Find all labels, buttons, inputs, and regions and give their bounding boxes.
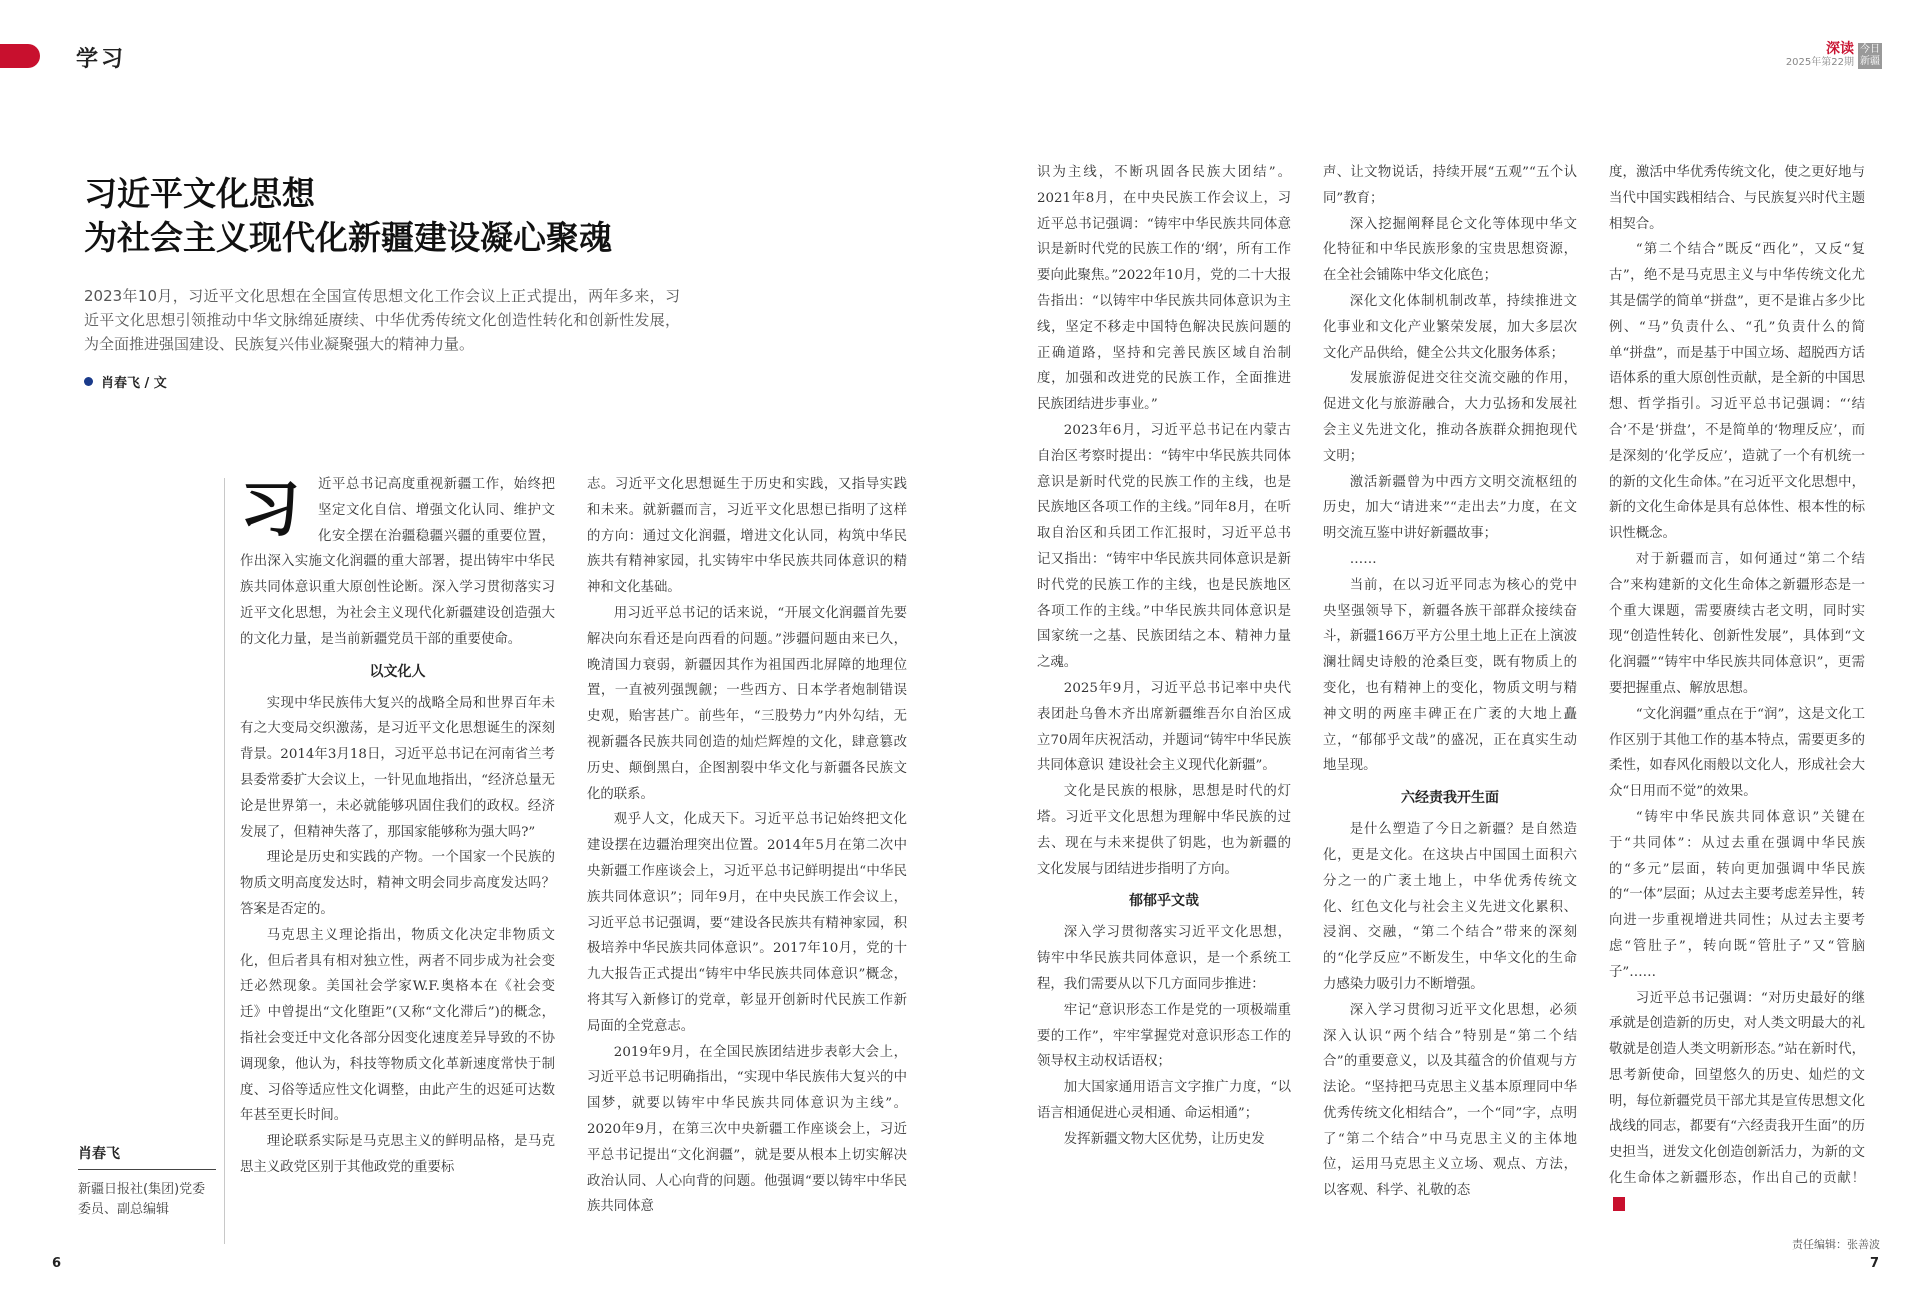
issue-number: 2025年第22期 [1785, 57, 1854, 68]
paragraph: 识为主线，不断巩固各民族大团结”。2021年8月，在中央民族工作会议上，习近平总书记强调：“铸牢中华民族共同体意识是新时代党的民族工作的‘纲’，所有工作要向此聚焦。”2022年10月，党的二十大报告指出：“以铸牢中华民族共同体意识为主线，坚定不移走中国特色解决民族问题的正确道路，坚持和完善民族区域自治制度，加强和改进党的民族工作，全面推进民族团结进步事业。” [1037, 165, 1291, 413]
section-label: 学习 [76, 47, 127, 72]
paragraph: 2025年9月，习近平总书记率中央代表团赴乌鲁木齐出席新疆维吾尔自治区成立70周年庆祝活动，并题词“铸牢中华民族共同体意识 建设社会主义现代化新疆”。 [1037, 680, 1291, 774]
article-title-line-1: 习近平文化思想 [84, 174, 315, 213]
magazine-logo: 今日新疆 [1860, 44, 1880, 67]
paragraph: 文化是民族的根脉，思想是时代的灯塔。习近平文化思想为理解中华民族的过去、现在与未来提供了钥匙，也为新疆的文化发展与团结进步指明了方向。 [1037, 784, 1291, 877]
paragraph: 深入学习贯彻习近平文化思想，必须深入认识“两个结合”特别是“第二个结合”的重要意义，以及其蕴含的价值观与方法论。“坚持把马克思主义基本原理同中华优秀传统文化相结合”，一个“同”字，点明了“第二个结合”中马克思主义的主体地位，运用马克思主义立场、观点、方法，以客观、科学、礼敬的态 [1323, 1002, 1577, 1199]
paragraph: 志。习近平文化思想诞生于历史和实践，又指导实践和未来。就新疆而言，习近平文化思想已指明了这样的方向：通过文化润疆，增进文化认同，构筑中华民族共有精神家园，扎实铸牢中华民族共同体意识的精神和文化基础。 [587, 477, 907, 596]
paragraph: 实现中华民族伟大复兴的战略全局和世界百年未有之大变局交织激荡，是习近平文化思想诞生的深刻背景。2014年3月18日，习近平总书记在河南省兰考县委常委扩大会议上，一针见血地指出，“经济总量无论是世界第一，未必就能够巩固住我们的政权。经济发展了，但精神失落了，那国家能够称为强大吗?” [240, 695, 555, 840]
page-number-left: 6 [52, 1256, 62, 1271]
subheading: 以文化人 [369, 663, 426, 680]
ellipsis-line: …… [1349, 551, 1377, 567]
body-column-1 [240, 472, 555, 1252]
body-column-2 [587, 472, 907, 1252]
paragraph: 对于新疆而言，如何通过“第二个结合”来构建新的文化生命体之新疆形态是一个重大课题，需要赓续古老文明，同时实现“创造性转化、创新性发展”，具体到“文化润疆”“铸牢中华民族共同体意识”，更需要把握重点、解放思想。 [1609, 551, 1865, 696]
bullet-dot-icon [84, 377, 93, 386]
paragraph: 发挥新疆文物大区优势，让历史发 [1063, 1131, 1265, 1147]
paragraph: 深入学习贯彻落实习近平文化思想，铸牢中华民族共同体意识，是一个系统工程，我们需要从以下几方面同步推进： [1037, 925, 1291, 992]
paragraph: 声、让文物说话，持续开展“五观”“五个认同”教育； [1323, 165, 1577, 206]
paragraph: 深入挖掘阐释昆仑文化等体现中华文化特征和中华民族形象的宝贵思想资源，在全社会铺陈中华文化底色； [1323, 216, 1577, 284]
page-number-right: 7 [1870, 1256, 1880, 1271]
body-column-5 [1609, 160, 1865, 1254]
paragraph: “第二个结合”既反“西化”，又反“复古”，绝不是马克思主义与中华传统文化尤其是儒学的简单“拼盘”，更不是谁占多少比例、“马”负责什么、“孔”负责什么的简单“拼盘”，而是基于中国立场、超脱西方话语体系的重大原创性贡献，是全新的中国思想、哲学指引。习近平总书记强调：“‘结合’不是‘拼盘’，不是简单的‘物理反应’，而是深刻的‘化学反应’，造就了一个有机统一的新的文化生命体。”在习近平文化思想中，新的文化生命体是具有总体性、根本性的标识性概念。 [1609, 242, 1865, 542]
author-box [78, 1143, 216, 1220]
paragraph: “铸牢中华民族共同体意识”关键在于“共同体”：从过去重在强调中华民族的“多元”层面，转向更加强调中华民族的“一体”层面；从过去主要考虑差异性，转向进一步重视增进共同性；从过去主要考虑“管肚子”，转向既“管肚子”又“管脑子”…… [1609, 809, 1865, 980]
paragraph: 用习近平总书记的话来说，“开展文化润疆首先要解决向东看还是向西看的问题。”涉疆问题由来已久，晚清国力衰弱，新疆因其作为祖国西北屏障的地理位置，一直被列强觊觎；一些西方、日本学者炮制错误史观，贻害甚广。前些年，“三股势力”内外勾结，无视新疆各民族共同创造的灿烂辉煌的文化，肆意篡改历史、颠倒黑白，企图割裂中华文化与新疆各民族文化的联系。 [587, 605, 907, 802]
masthead-title: 深读 [1826, 41, 1854, 57]
section-tab-marker [0, 44, 40, 68]
paragraph: 加大国家通用语言文字推广力度，“以语言相通促进心灵相通、命运相通”； [1037, 1080, 1291, 1121]
body-column-3 [1037, 160, 1291, 1254]
author-name: 肖春飞 [78, 1143, 216, 1170]
paragraph: 激活新疆曾为中西方文明交流枢纽的历史，加大“请进来”“走出去”力度，在文明交流互鉴中讲好新疆故事； [1323, 474, 1577, 542]
article-title-line-2: 为社会主义现代化新疆建设凝心聚魂 [84, 218, 612, 257]
paragraph: 马克思主义理论指出，物质文化决定非物质文化，但后者具有相对独立性，两者不同步成为社会变迁必然现象。美国社会学家W.F.奥格本在《社会变迁》中曾提出“文化堕距”(又称“文化滞后”)的概念，指社会变迁中文化各部分因变化速度差异导致的不协调现象，他认为，科技等物质文化革新速度常快于制度、习俗等适应性文化调整，由此产生的迟延可达数年甚至更长时间。 [240, 927, 555, 1124]
end-mark-icon [1613, 1197, 1625, 1211]
author-title: 新疆日报社(集团)党委委员、副总编辑 [78, 1182, 206, 1217]
body-column-4 [1323, 160, 1577, 1254]
paragraph: 2023年6月，习近平总书记在内蒙古自治区考察时提出：“铸牢中华民族共同体意识是新时代党的民族工作的主线，也是民族地区各项工作的主线。”同年8月，在听取自治区和兵团工作汇报时，习近平总书记又指出：“铸牢中华民族共同体意识是新时代党的民族工作的主线，也是民族地区各项工作的主线。”中华民族共同体意识是国家统一之基、民族团结之本、精神力量之魂。 [1037, 422, 1291, 671]
closing-paragraph-text: 习近平总书记强调：“对历史最好的继承就是创造新的历史，对人类文明最大的礼敬就是创造人类文明新形态。”站在新时代，思考新使命，回望悠久的历史、灿烂的文明，每位新疆党员干部尤其是宣传思想文化战线的同志，都要有“六经责我开生面”的历史担当，迸发文化创造创新活力，为新的文化生命体之新疆形态，作出自己的贡献！ [1609, 990, 1865, 1187]
subheading: 郁郁乎文哉 [1129, 893, 1199, 910]
paragraph: 2019年9月，在全国民族团结进步表彰大会上，习近平总书记明确指出，“实现中华民族伟大复兴的中国梦，就要以铸牢中华民族共同体意识为主线”。2020年9月，在第三次中央新疆工作座谈会上，习近平总书记提出“文化润疆”，就是要从根本上切实解决政治认同、人心向背的问题。他强调“要以铸牢中华民族共同体意 [587, 1044, 907, 1215]
paragraph: 观乎人文，化成天下。习近平总书记始终把文化建设摆在边疆治理突出位置。2014年5月在第二次中央新疆工作座谈会上，习近平总书记鲜明提出“中华民族共同体意识”；同年9月，在中央民族工作会议上，习近平总书记强调，要“建设各民族共有精神家园，积极培养中华民族共同体意识”。2017年10月，党的十九大报告正式提出“铸牢中华民族共同体意识”概念，将其写入新修订的党章，彰显开创新时代民族工作新局面的全党意志。 [587, 812, 907, 1034]
article-lead: 2023年10月，习近平文化思想在全国宣传思想文化工作会议上正式提出，两年多来，习近平文化思想引领推动中华文脉绵延赓续、中华优秀传统文化创造性转化和创新性发展，为全面推进强国建设、民族复兴伟业凝聚强大的精神力量。 [84, 287, 680, 353]
paragraph: 深化文化体制机制改革，持续推进文化事业和文化产业繁荣发展，加大多层次文化产品供给，健全公共文化服务体系； [1323, 293, 1577, 361]
paragraph: 度，激活中华优秀传统文化，使之更好地与当代中国实践相结合、与民族复兴时代主题相契合。 [1609, 165, 1865, 232]
byline-text: 肖春飞 / 文 [101, 376, 167, 391]
paragraph: 理论联系实际是马克思主义的鲜明品格，是马克思主义政党区别于其他政党的重要标 [240, 1134, 555, 1175]
paragraph: 牢记“意识形态工作是党的一项极端重要的工作”，牢牢掌握党对意识形态工作的领导权主动权话语权； [1037, 1002, 1291, 1070]
paragraph: 是什么塑造了今日之新疆？是自然造化，更是文化。在这块占中国国土面积六分之一的广袤土地上，中华优秀传统文化、红色文化与社会主义先进文化累积、浸润、交融，“第二个结合”带来的深刻的“化学反应”不断发生，中华文化的生命力感染力吸引力不断增强。 [1323, 822, 1577, 992]
drop-cap: 习 [240, 475, 300, 545]
paragraph: 近平总书记高度重视新疆工作，始终把坚定文化自信、增强文化认同、维护文化安全摆在治疆稳疆兴疆的重要位置，作出深入实施文化润疆的重大部署，提出铸牢中华民族共同体意识重大原创性论断。深入学习贯彻落实习近平文化思想，为社会主义现代化新疆建设创造强大的文化力量，是当前新疆党员干部的重要使命。 [240, 477, 555, 647]
responsible-editor: 责任编辑：张善波 [1792, 1238, 1880, 1251]
subheading: 六经责我开生面 [1401, 790, 1499, 807]
article-title [84, 172, 612, 260]
paragraph: “文化润疆”重点在于“润”，这是文化工作区别于其他工作的基本特点，需要更多的柔性，如春风化雨般以文化人，形成社会大众“日用而不觉”的效果。 [1609, 706, 1865, 800]
column-divider [224, 478, 225, 1244]
paragraph: 理论是历史和实践的产物。一个国家一个民族的物质文明高度发达时，精神文明会同步高度发达吗？答案是否定的。 [240, 850, 555, 917]
paragraph: 当前，在以习近平同志为核心的党中央坚强领导下，新疆各族干部群众接续奋斗，新疆166万平方公里土地上正在上演波澜壮阔史诗般的沧桑巨变，既有物质上的变化，也有精神上的变化，物质文明与精神文明的两座丰碑正在广袤的大地上矗立，“郁郁乎文哉”的盛况，正在真实生动地呈现。 [1323, 577, 1577, 774]
paragraph: 发展旅游促进交往交流交融的作用，促进文化与旅游融合，大力弘扬和发展社会主义先进文化，推动各族群众拥抱现代文明； [1323, 371, 1577, 464]
byline [84, 372, 167, 391]
masthead [1786, 42, 1882, 70]
paragraph [1609, 986, 1865, 1218]
